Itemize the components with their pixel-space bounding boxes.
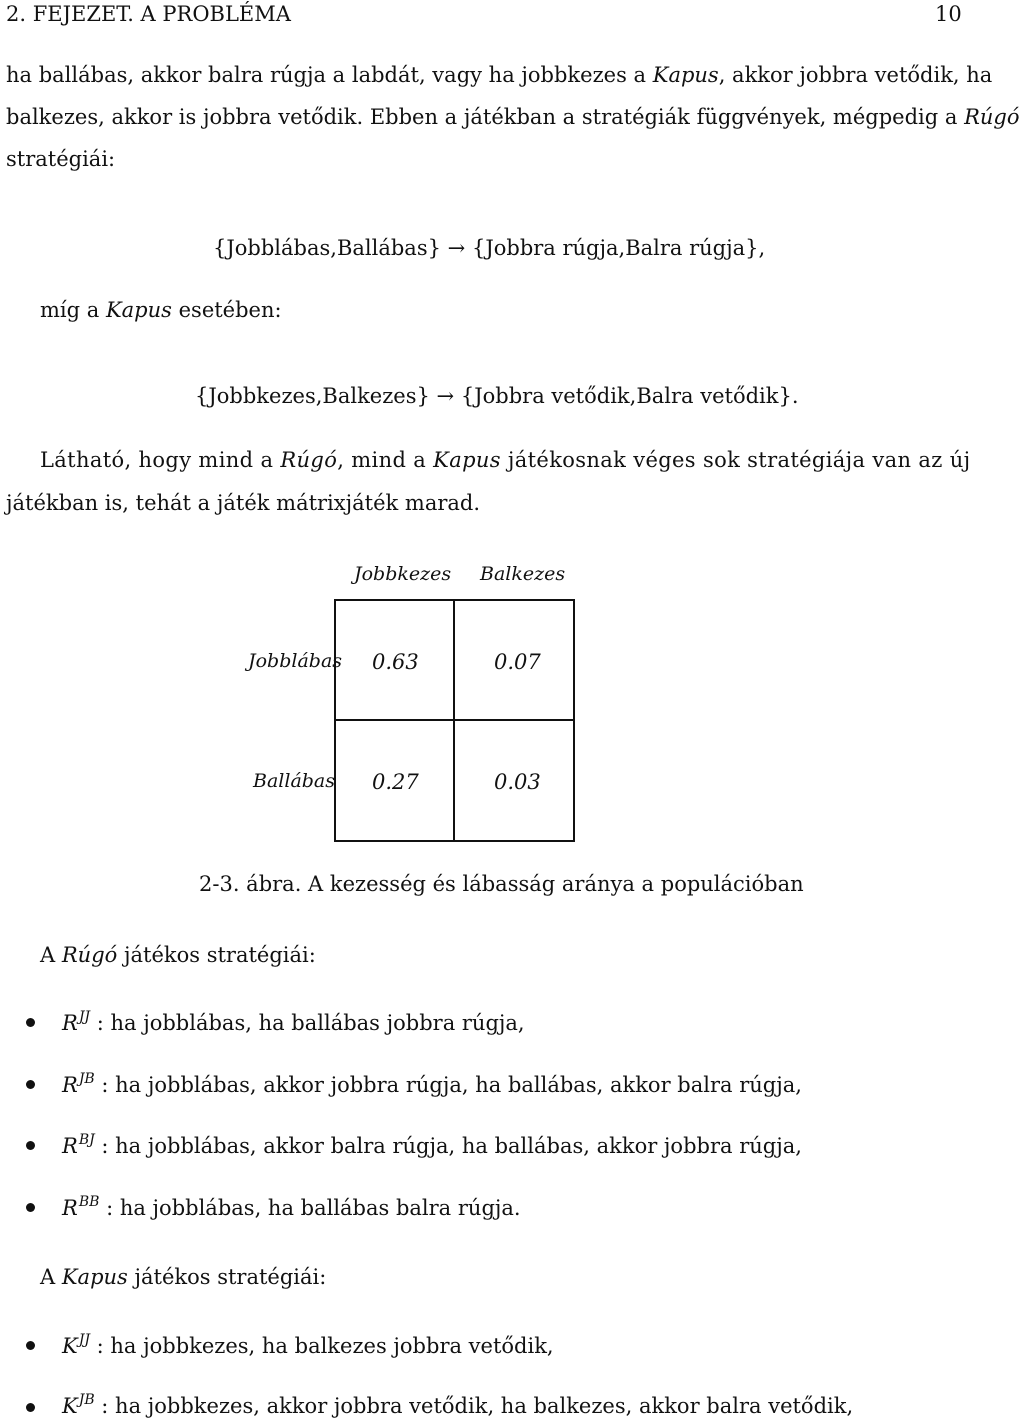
list-item: $R^{BB}$ : ha jobblábas, ha ballábas balra rúgja.: [62, 1194, 521, 1220]
col-header-jobbkezes: Jobbkezes: [354, 563, 452, 585]
page-number: 10: [935, 2, 962, 26]
arrow-icon: →: [447, 236, 466, 260]
grid-right: [573, 599, 575, 842]
list-item: $R^{JJ}$ : ha jobblábas, ha ballábas jobbra rúgja,: [62, 1009, 525, 1035]
bullet-icon: [26, 1403, 35, 1412]
grid-left: [334, 599, 336, 842]
list-item: $K^{JJ}$ : ha jobbkezes, ha balkezes jobbra vetődik,: [62, 1332, 554, 1358]
cell-value: 0.63: [372, 650, 419, 674]
arrow-icon: →: [436, 384, 455, 408]
formula-kapus-strategy: {Jobbkezes,Balkezes} → {Jobbra vetődik,Balra vetődik}.: [195, 384, 799, 408]
cell-value: 0.27: [372, 770, 419, 794]
intro-line-3: stratégiái:: [6, 147, 116, 171]
para-line-1: Látható, hogy mind a Rúgó, mind a Kapus játékosnak véges sok stratégiája van az új: [40, 448, 971, 472]
bullet-icon: [26, 1341, 35, 1350]
rugo-section-heading: A Rúgó játékos stratégiái:: [40, 943, 316, 967]
grid-center: [453, 599, 455, 842]
bullet-icon: [26, 1018, 35, 1027]
list-item: $R^{JB}$ : ha jobblábas, akkor jobbra rúgja, ha ballábas, akkor balra rúgja,: [62, 1071, 802, 1097]
bullet-icon: [26, 1203, 35, 1212]
mig-line: míg a Kapus esetében:: [40, 298, 282, 322]
cell-value: 0.07: [494, 650, 541, 674]
intro-line-1: ha ballábas, akkor balra rúgja a labdát, vagy ha jobbkezes a Kapus, akkor jobbra vetődik, ha: [6, 63, 993, 87]
intro-line-2: balkezes, akkor is jobbra vetődik. Ebben a játékban a stratégiák függvények, mégpedig a Rúgó: [6, 105, 1020, 129]
kapus-section-heading: A Kapus játékos stratégiái:: [40, 1265, 327, 1289]
row-header-jobblabas: Jobblábas: [248, 650, 343, 672]
para-line-2: játékban is, tehát a játék mátrixjáték marad.: [6, 491, 481, 515]
bullet-icon: [26, 1141, 35, 1150]
col-header-balkezes: Balkezes: [480, 563, 566, 585]
cell-value: 0.03: [494, 770, 541, 794]
formula-rugo-strategy: {Jobblábas,Ballábas} → {Jobbra rúgja,Balra rúgja},: [213, 236, 766, 260]
list-item: $K^{JB}$ : ha jobbkezes, akkor jobbra vetődik, ha balkezes, akkor balra vetődik,: [62, 1392, 854, 1418]
row-header-ballabas: Ballábas: [253, 770, 336, 792]
figure-caption: 2-3. ábra. A kezesség és lábasság aránya a populációban: [199, 872, 804, 896]
list-item: $R^{BJ}$ : ha jobblábas, akkor balra rúgja, ha ballábas, akkor jobbra rúgja,: [62, 1132, 802, 1158]
bullet-icon: [26, 1080, 35, 1089]
chapter-heading: 2. FEJEZET. A PROBLÉMA: [6, 2, 291, 26]
